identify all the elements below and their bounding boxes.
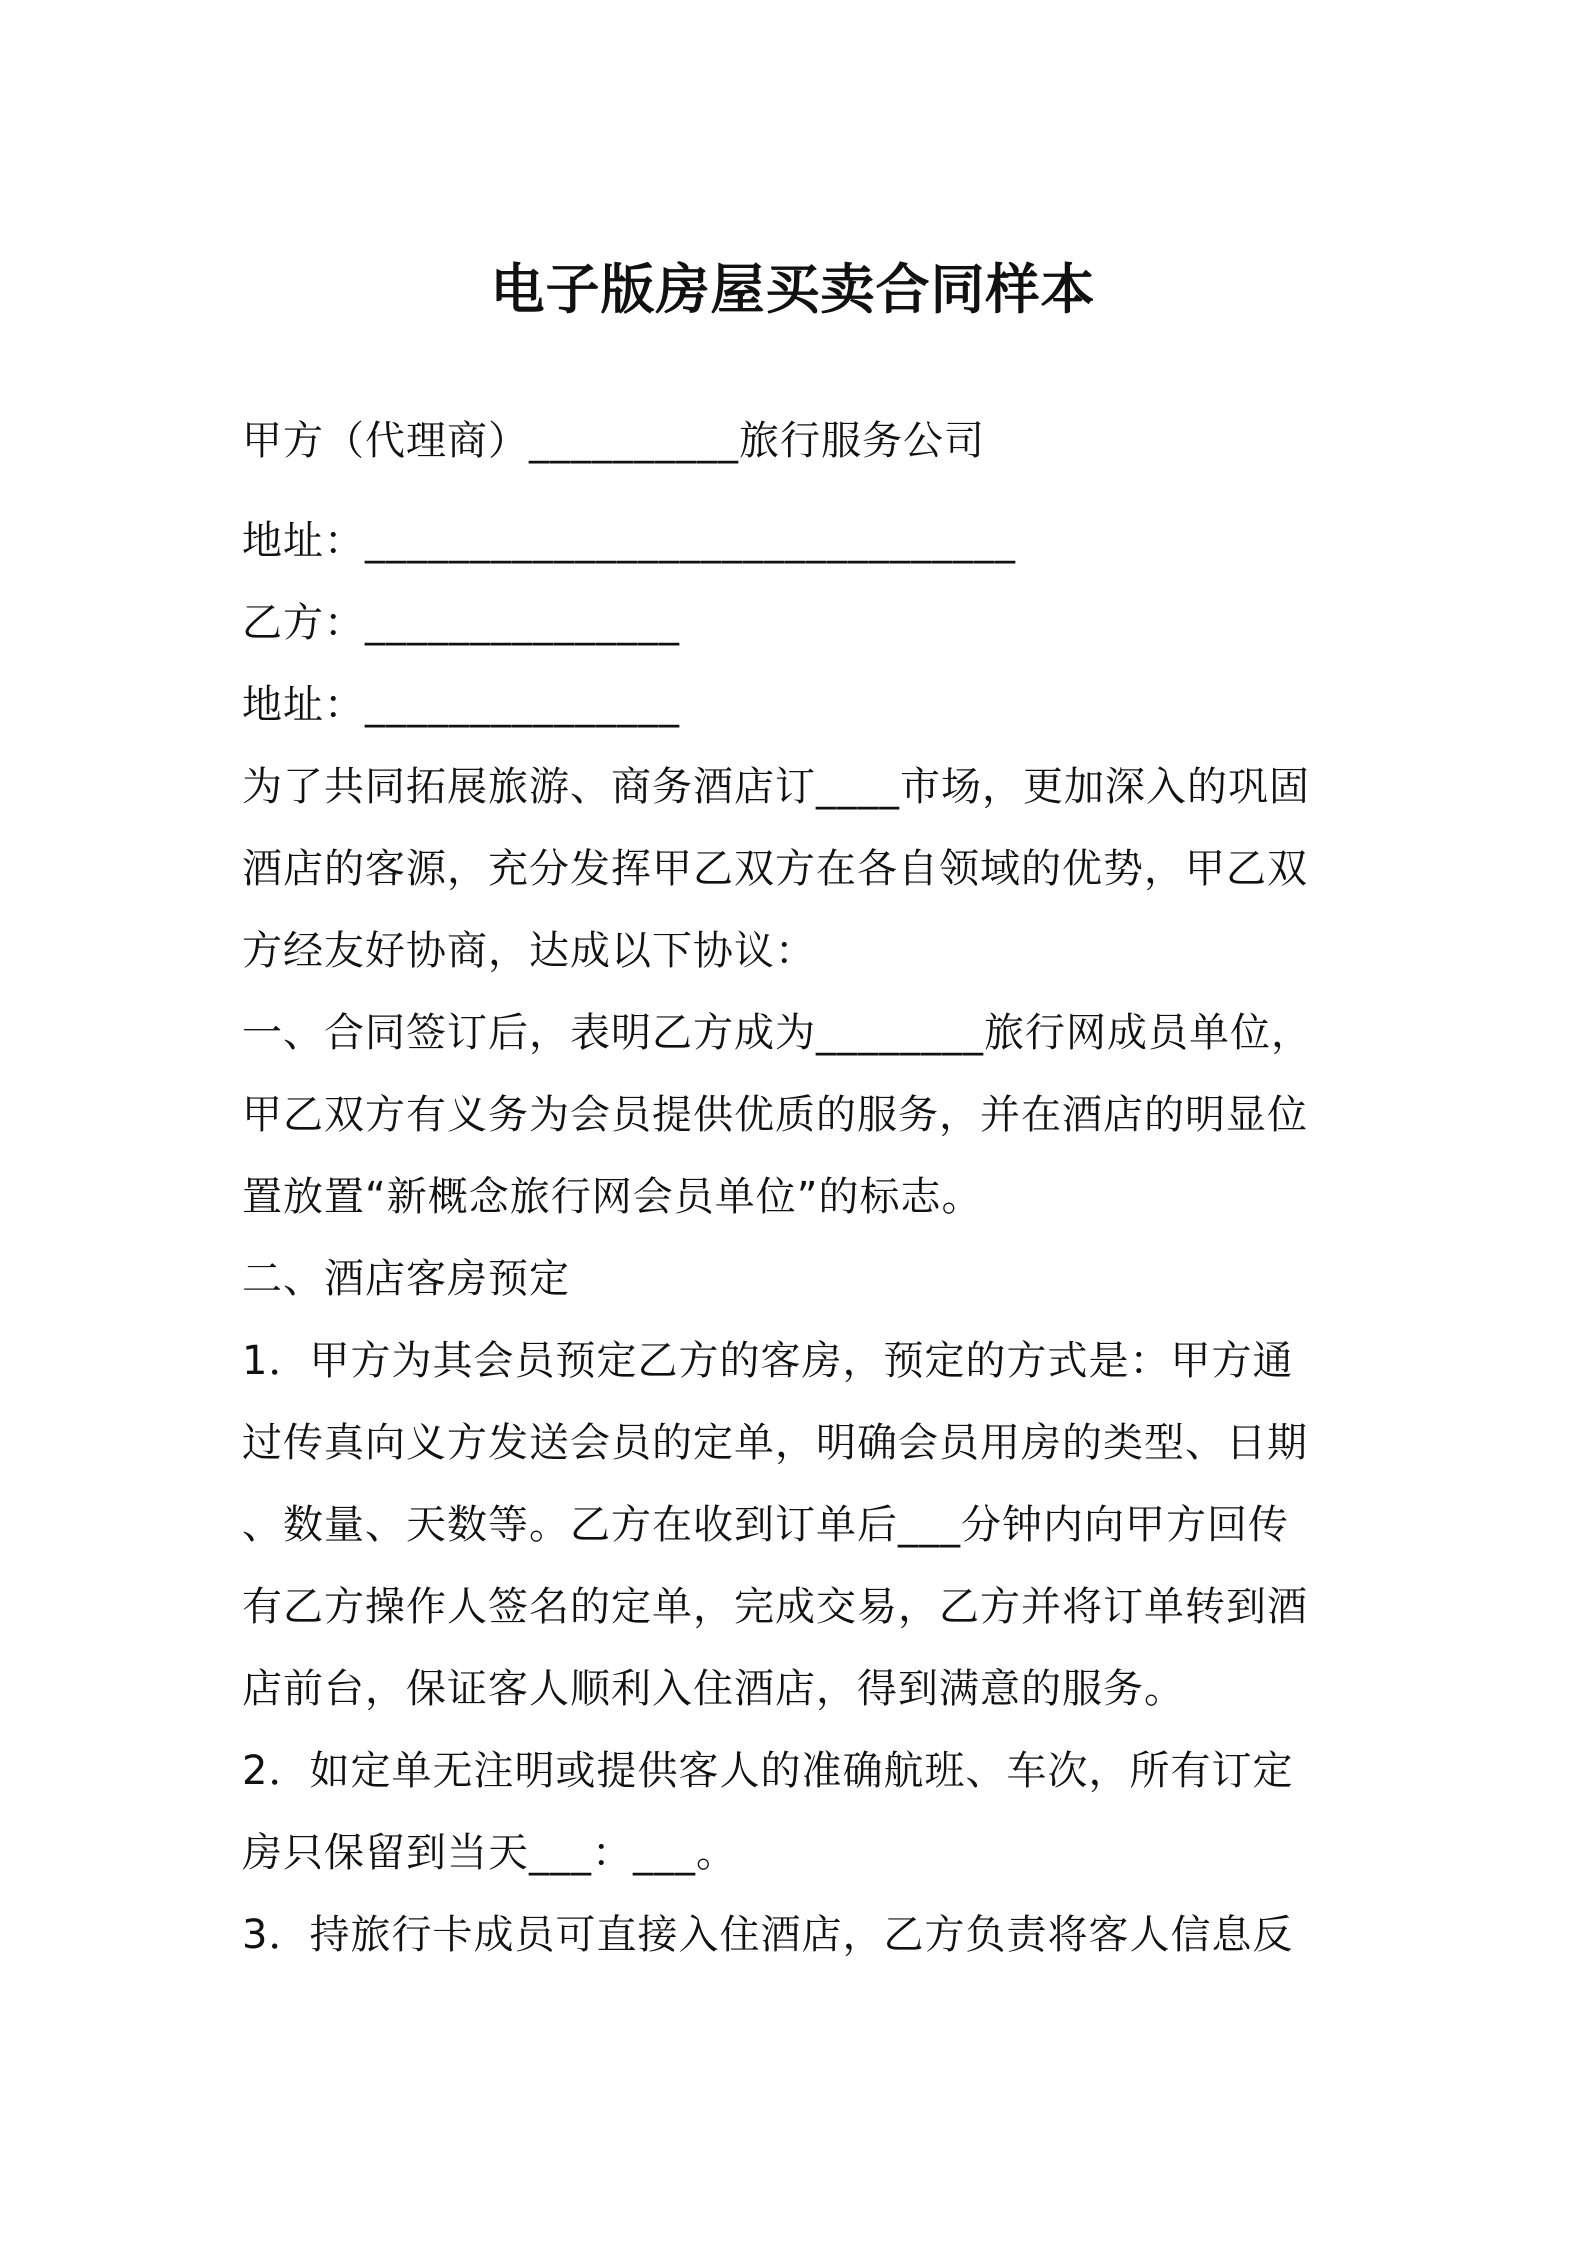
preamble-line-1: 为了共同拓展旅游、商务酒店订____市场，更加深入的巩固	[242, 764, 1310, 810]
item-1-line-3: 、数量、天数等。乙方在收到订单后___分钟内向甲方回传	[242, 1502, 1289, 1548]
item-1-line-2: 过传真向义方发送会员的定单，明确会员用房的类型、日期	[242, 1420, 1308, 1466]
item-2-line-2: 房只保留到当天___：___。	[242, 1830, 737, 1876]
party-b-line: 乙方：_______________	[242, 600, 680, 646]
item-1-line-4: 有乙方操作人签名的定单，完成交易，乙方并将订单转到酒	[242, 1584, 1308, 1630]
party-a-address-line: 地址：_______________________________	[242, 518, 1016, 564]
party-a-line: 甲方（代理商）__________旅行服务公司	[242, 418, 985, 464]
item-2-line-1: 2．如定单无注明或提供客人的准确航班、车次，所有订定	[242, 1748, 1294, 1794]
document-body	[242, 400, 1354, 1976]
document-title: 电子版房屋买卖合同样本	[490, 258, 1096, 321]
preamble-line-3: 方经友好协商，达成以下协议：	[242, 928, 816, 974]
clause-1-line-3: 置放置“新概念旅行网会员单位”的标志。	[242, 1174, 983, 1220]
section-2-heading: 二、酒店客房预定	[242, 1256, 570, 1302]
clause-1-line-2: 甲乙双方有义务为会员提供优质的服务，并在酒店的明显位	[242, 1092, 1308, 1138]
party-b-address-line: 地址：_______________	[242, 682, 680, 728]
preamble-line-2: 酒店的客源，充分发挥甲乙双方在各自领域的优势，甲乙双	[242, 846, 1308, 892]
item-1-line-5: 店前台，保证客人顺利入住酒店，得到满意的服务。	[242, 1666, 1185, 1712]
item-3-line-1: 3．持旅行卡成员可直接入住酒店，乙方负责将客人信息反	[242, 1912, 1294, 1958]
clause-1-line-1: 一、合同签订后，表明乙方成为________旅行网成员单位，	[242, 1010, 1312, 1056]
item-1-line-1: 1．甲方为其会员预定乙方的客房，预定的方式是：甲方通	[242, 1338, 1294, 1384]
